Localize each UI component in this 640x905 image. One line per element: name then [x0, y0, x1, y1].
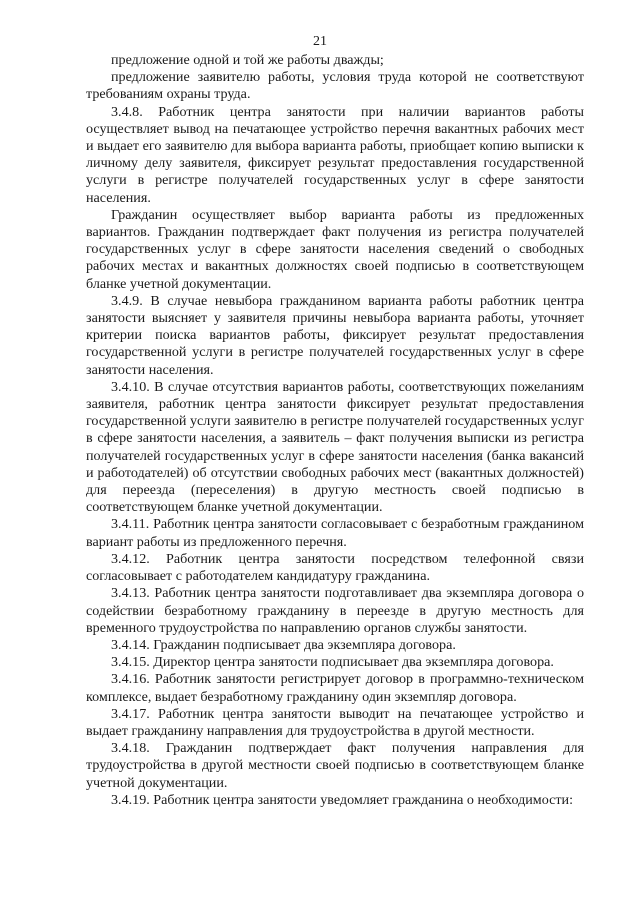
paragraph: 3.4.10. В случае отсутствия вариантов работы, соответствующих пожеланиям заявителя, работник центра занятости фиксирует результат предоставления государственной услуги заявителю в регистре получателей государственных услуг в сфере занятости населения, а заявитель – факт получения выписки из регистра получателей государственных услуг в сфере занятости населения (банка вакансий и работодателей) об отсутствии свободных рабочих мест (вакантных должностей) для переезда (переселения) в другую местность своей подписью в соответствующем бланке учетной документации.: [86, 378, 584, 516]
paragraph: 3.4.12. Работник центра занятости посредством телефонной связи согласовывает с работодателем кандидатуру гражданина.: [86, 550, 584, 585]
paragraph: 3.4.13. Работник центра занятости подготавливает два экземпляра договора о содействии безработному гражданину в переезде в другую местность для временного трудоустройства по направлению органов службы занятости.: [86, 585, 584, 636]
paragraph: 3.4.18. Гражданин подтверждает факт получения направления для трудоустройства в другой местности своей подписью в соответствующем бланке учетной документации.: [86, 740, 584, 791]
paragraph: 3.4.19. Работник центра занятости уведомляет гражданина о необходимости:: [111, 791, 573, 808]
paragraph: Гражданин осуществляет выбор варианта работы из предложенных вариантов. Гражданин подтверждает факт получения из регистра получателей государственных услуг в сфере занятости населения сведений о свободных рабочих местах и вакантных должностях своей подписью в соответствующем бланке учетной документации.: [86, 206, 584, 292]
page-number: 21: [313, 34, 327, 49]
paragraph: предложение заявителю работы, условия труда которой не соответствуют требованиям охраны труда.: [86, 69, 584, 103]
paragraph: 3.4.15. Директор центра занятости подписывает два экземпляра договора.: [111, 654, 554, 671]
paragraph: 3.4.8. Работник центра занятости при наличии вариантов работы осуществляет вывод на печатающее устройство перечня вакантных рабочих мест и выдает его заявителю для выбора варианта работы, приобщает копию выписки к личному делу заявителя, фиксирует результат предоставления государственной услуги в регистре получателей государственных услуг в сфере занятости населения.: [86, 103, 584, 206]
paragraph: предложение одной и той же работы дважды;: [111, 52, 384, 68]
paragraph: 3.4.14. Гражданин подписывает два экземпляра договора.: [111, 636, 456, 653]
paragraph: 3.4.16. Работник занятости регистрирует договор в программно-техническом комплексе, выдает безработному гражданину один экземпляр договора.: [86, 671, 584, 705]
paragraph: 3.4.11. Работник центра занятости согласовывает с безработным гражданином вариант работы из предложенного перечня.: [86, 516, 584, 550]
paragraph: 3.4.9. В случае невыбора гражданином варианта работы работник центра занятости выясняет у заявителя причины невыбора варианта работы, уточняет критерии поиска вариантов работы, фиксирует результат предоставления государственной услуги в регистре получателей государственных услуг в сфере занятости населения.: [86, 292, 584, 378]
paragraph: 3.4.17. Работник центра занятости выводит на печатающее устройство и выдает гражданину направления для трудоустройства в другой местности.: [86, 705, 584, 739]
document-body: [86, 52, 584, 809]
